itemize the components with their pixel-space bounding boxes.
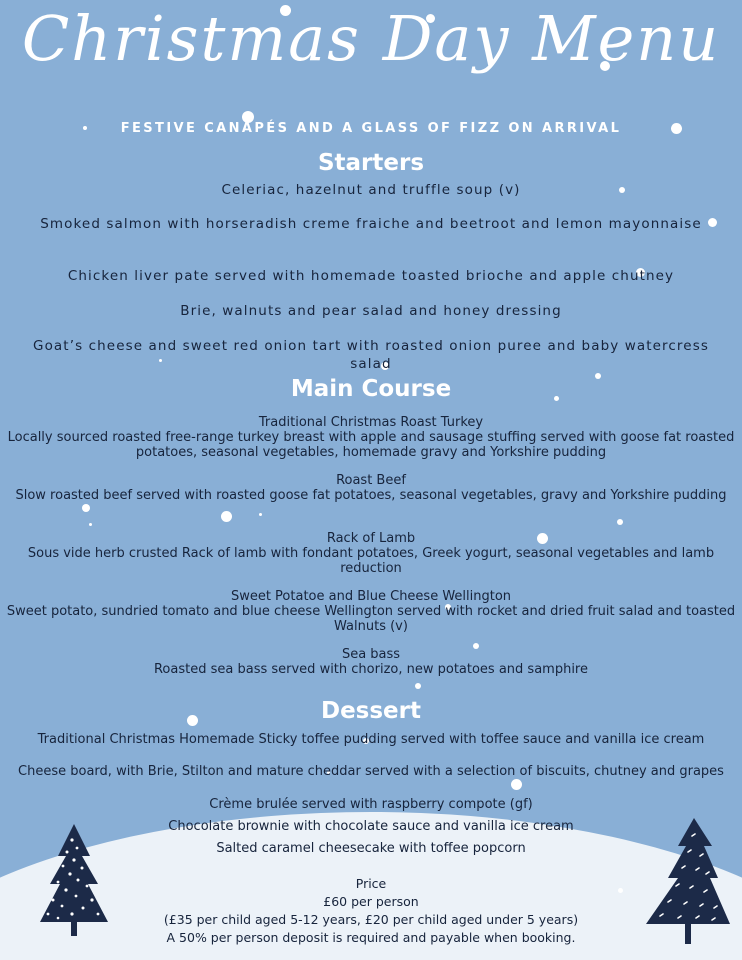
- main-item-description: Slow roasted beef served with roasted goose fat potatoes, seasonal vegetables, gravy and Yorkshire pudding: [15, 488, 727, 503]
- menu-subtitle: FESTIVE CANAPÉS AND A GLASS OF FIZZ ON ARRIVAL: [120, 121, 622, 136]
- main-item-name: Sea bass: [341, 647, 401, 662]
- main-course-heading: Main Course: [290, 376, 452, 402]
- dessert-heading: Dessert: [320, 698, 421, 724]
- starters-heading: Starters: [317, 150, 425, 176]
- starter-item: Goat’s cheese and sweet red onion tart with roasted onion puree and baby watercress salad: [33, 338, 709, 372]
- menu-title: Christmas Day Menu: [21, 2, 721, 75]
- snowflake-dot: [82, 504, 90, 512]
- price-per-person: £60 per person: [323, 894, 419, 909]
- dessert-item: Chocolate brownie with chocolate sauce and vanilla ice cream: [168, 819, 574, 834]
- starter-item: Celeriac, hazelnut and truffle soup (v): [221, 182, 521, 198]
- dessert-item: Cheese board, with Brie, Stilton and mature cheddar served with a selection of biscuits, chutney and grapes: [18, 764, 724, 779]
- price-label: Price: [355, 876, 387, 891]
- snowflake-dot: [511, 779, 522, 790]
- snowflake-dot: [259, 513, 262, 516]
- starter-item: Smoked salmon with horseradish creme fraiche and beetroot and lemon mayonnaise: [40, 216, 702, 232]
- christmas-tree-icon: [642, 816, 732, 946]
- main-item-name: Rack of Lamb: [326, 531, 416, 546]
- main-item-name: Traditional Christmas Roast Turkey: [258, 415, 484, 430]
- snowflake-dot: [89, 523, 92, 526]
- main-item-description: Sous vide herb crusted Rack of lamb with fondant potatoes, Greek yogurt, seasonal vegetables and lamb reduction: [27, 546, 715, 576]
- main-item-description: Sweet potato, sundried tomato and blue cheese Wellington served with rocket and dried fruit salad and toasted Walnuts (v): [6, 604, 736, 634]
- starter-item: Brie, walnuts and pear salad and honey dressing: [180, 303, 562, 319]
- main-item-name: Roast Beef: [336, 473, 406, 488]
- snowflake-dot: [415, 683, 421, 689]
- main-item-description: Locally sourced roasted free-range turkey breast with apple and sausage stuffing served with goose fat roasted potatoes, seasonal vegetables, homemade gravy and Yorkshire pudding: [7, 430, 735, 460]
- starter-item: Chicken liver pate served with homemade toasted brioche and apple chutney: [67, 268, 675, 284]
- price-deposit: A 50% per person deposit is required and payable when booking.: [166, 930, 576, 945]
- main-item-description: Roasted sea bass served with chorizo, new potatoes and samphire: [153, 662, 588, 677]
- dessert-item: Crème brulée served with raspberry compote (gf): [209, 797, 533, 812]
- dessert-item: Traditional Christmas Homemade Sticky toffee pudding served with toffee sauce and vanilla ice cream: [37, 732, 705, 747]
- price-children: (£35 per child aged 5-12 years, £20 per child aged under 5 years): [163, 912, 579, 927]
- main-item-name: Sweet Potatoe and Blue Cheese Wellington: [230, 589, 512, 604]
- snowflake-dot: [617, 519, 623, 525]
- christmas-tree-icon: [36, 822, 112, 940]
- snowflake-dot: [221, 511, 232, 522]
- dessert-item: Salted caramel cheesecake with toffee popcorn: [216, 841, 526, 856]
